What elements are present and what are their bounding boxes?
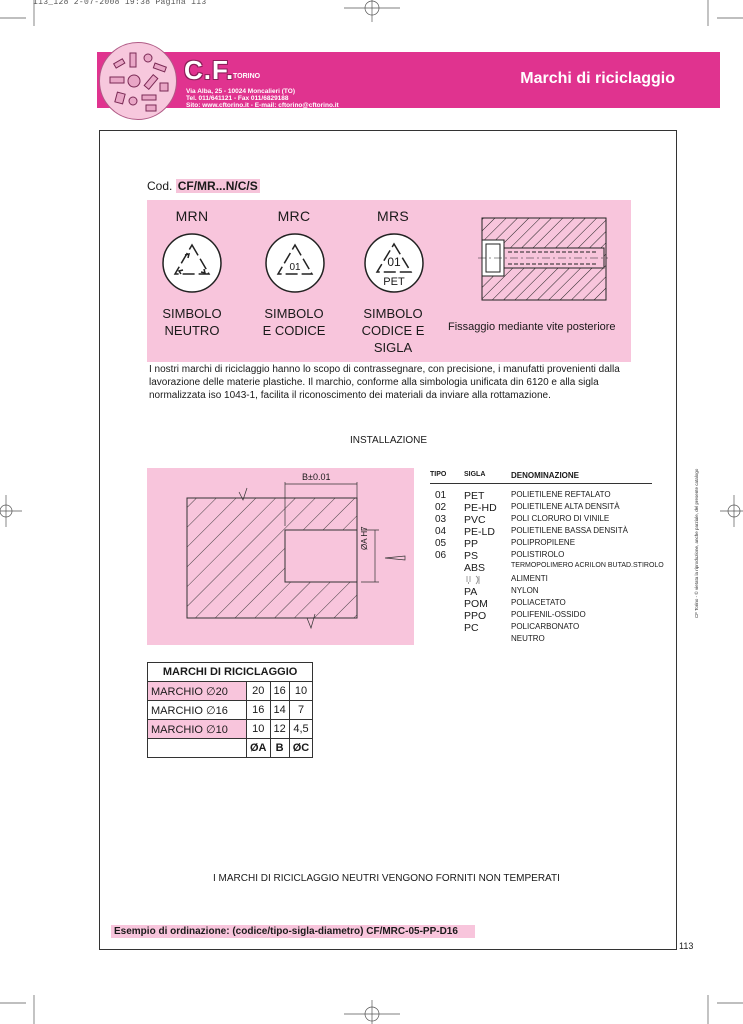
cell-sigla: ABS — [464, 562, 486, 574]
cell-denominazione: NYLON — [511, 586, 539, 595]
cell-denominazione: TERMOPOLIMERO ACRILON BUTAD.STIROLO — [511, 562, 664, 569]
cell-sigla: PPO — [464, 610, 487, 622]
table-row — [430, 610, 670, 622]
brand-suffix: TORINO — [233, 73, 261, 80]
desc-line: SIMBOLO — [363, 306, 423, 321]
header-tipo: TIPO — [430, 471, 447, 478]
tools-illustration — [100, 43, 176, 119]
cell-denominazione: ALIMENTI — [511, 574, 548, 583]
product-code-label: Cod. — [147, 179, 173, 193]
symbol-desc-mrs — [348, 305, 438, 356]
cell-sigla: PVC — [464, 514, 486, 526]
symbol-code-mrn: MRN — [175, 208, 209, 224]
product-code — [147, 179, 260, 193]
cell-empty — [148, 739, 247, 758]
symbol-mrc-number: 01 — [289, 262, 301, 273]
side-copyright-note — [682, 468, 699, 620]
cell-denominazione: POLICARBONATO — [511, 622, 580, 631]
desc-line: SIMBOLO — [264, 306, 324, 321]
table-row — [430, 634, 670, 646]
cell-tipo: 02 — [435, 502, 447, 513]
cell-tipo: 04 — [435, 526, 447, 537]
cell-label: MARCHIO ∅20 — [148, 682, 247, 701]
marchi-table-title: MARCHI DI RICICLAGGIO — [148, 663, 313, 682]
cell-denominazione: POLIFENIL-OSSIDO — [511, 610, 586, 619]
table-row — [430, 514, 670, 526]
table-row — [430, 526, 670, 538]
table-row — [148, 682, 313, 701]
table-row — [148, 701, 313, 720]
cell-a: 20 — [247, 682, 271, 701]
table-row — [430, 538, 670, 550]
symbol-mrs-sigla: PET — [383, 276, 405, 288]
cell-denominazione: POLISTIROLO — [511, 550, 565, 559]
table-row — [430, 622, 670, 634]
cell-a: 10 — [247, 720, 271, 739]
page-number: 113 — [679, 941, 694, 951]
cell-denominazione: POLIPROPILENE — [511, 538, 576, 547]
cell-denominazione: POLI CLORURO DI VINILE — [511, 514, 610, 523]
recycle-icon-neutral — [163, 234, 221, 292]
cell-sigla: PS — [464, 550, 479, 562]
footer-c: ØC — [289, 739, 313, 758]
cell-tipo: 06 — [435, 550, 447, 561]
cell-denominazione: POLIETILENE BASSA DENSITÀ — [511, 526, 628, 535]
cell-tipo: 03 — [435, 514, 447, 525]
table-row — [430, 490, 670, 502]
desc-line: E CODICE — [262, 323, 326, 338]
brand-name: C.F. — [184, 55, 235, 85]
table-row — [430, 598, 670, 610]
marchi-dimensions-table — [147, 662, 313, 758]
cell-denominazione: NEUTRO — [511, 634, 545, 643]
desc-line: CODICE E — [361, 323, 425, 338]
table-footer-row — [148, 739, 313, 758]
cell-denominazione: POLIETILENE ALTA DENSITÀ — [511, 502, 620, 511]
symbol-code-mrc: MRC — [277, 208, 311, 224]
intro-paragraph: I nostri marchi di riciclaggio hanno lo scopo di contrassegnare, con precisione, i manufatti provenienti dalla lavorazione delle materie plastiche. Il marchio, conforme alla simbologia unificata din 6120 e alla sigla normalizzata iso 1043-1, facilita il riconoscimento dei materiali da inviare alla rottamazione. — [149, 364, 620, 401]
cell-denominazione: POLIETILENE REFTALATO — [511, 490, 611, 499]
page-title: Marchi di riciclaggio — [520, 70, 675, 87]
desc-line: NEUTRO — [164, 323, 220, 338]
cell-tipo: 05 — [435, 538, 447, 549]
installation-drawing — [147, 468, 414, 645]
table-row — [430, 550, 670, 562]
materials-table — [430, 471, 664, 656]
cell-sigla: PE-HD — [464, 502, 497, 514]
header-sigla: SIGLA — [464, 471, 486, 478]
symbol-desc-mrn — [147, 305, 237, 339]
cell-label: MARCHIO ∅10 — [148, 720, 247, 739]
symbol-desc-mrc — [249, 305, 339, 339]
fixing-caption: Fissaggio mediante vite posteriore — [448, 321, 616, 333]
cell-c: 4,5 — [289, 720, 313, 739]
cell-sigla: PC — [464, 622, 479, 634]
print-info: 113_128 2-07-2008 19:38 Pagina 113 — [33, 0, 207, 7]
cell-sigla: PP — [464, 538, 479, 550]
cell-a: 16 — [247, 701, 271, 720]
cell-sigla: POM — [464, 598, 488, 610]
footer-b: B — [270, 739, 289, 758]
side-note-text: CF Torino - © vietata la riproduzione, anche parziale, del presente catalogo — [694, 468, 699, 618]
cell-tipo: 01 — [435, 490, 447, 501]
company-logo — [99, 42, 177, 120]
cell-b: 14 — [270, 701, 289, 720]
company-web: Sito: www.cftorino.it - E-mail: cftorino@cftorino.it — [186, 102, 339, 109]
cell-c: 7 — [289, 701, 313, 720]
company-phones: Tel. 011/641121 - Fax 011/6829188 — [186, 95, 289, 102]
table-row — [430, 562, 670, 574]
desc-line: SIMBOLO — [162, 306, 222, 321]
product-code-value: CF/MR...N/C/S — [177, 179, 258, 193]
dimension-a-label: ØA H7 — [360, 526, 369, 550]
cell-b: 16 — [270, 682, 289, 701]
neutral-marks-note: I MARCHI DI RICICLAGGIO NEUTRI VENGONO FORNITI NON TEMPERATI — [213, 873, 560, 884]
desc-line: SIGLA — [373, 340, 413, 355]
fixing-section-drawing — [478, 212, 608, 304]
cell-sigla: PET — [464, 490, 485, 502]
symbol-mrs-number: 01 — [387, 255, 401, 269]
order-example: Esempio di ordinazione: (codice/tipo-sigla-diametro) CF/MRC-05-PP-D16 — [111, 925, 475, 938]
cell-label: MARCHIO ∅16 — [148, 701, 247, 720]
table-row — [430, 586, 670, 598]
installation-title: INSTALLAZIONE — [350, 435, 428, 446]
table-row — [148, 720, 313, 739]
symbol-code-mrs: MRS — [376, 208, 409, 224]
cell-denominazione: POLIACETATO — [511, 598, 566, 607]
cell-sigla: PE-LD — [464, 526, 495, 538]
header-denominazione: DENOMINAZIONE — [511, 471, 579, 480]
company-address: Via Alba, 25 - 10024 Moncalieri (TO) — [186, 88, 295, 95]
cell-c: 10 — [289, 682, 313, 701]
dimension-b-label: B±0.01 — [302, 472, 331, 482]
cell-b: 12 — [270, 720, 289, 739]
cell-sigla: PA — [464, 586, 478, 598]
footer-a: ØA — [247, 739, 271, 758]
table-row — [430, 502, 670, 514]
table-row — [430, 574, 670, 586]
header-rule — [430, 483, 652, 484]
